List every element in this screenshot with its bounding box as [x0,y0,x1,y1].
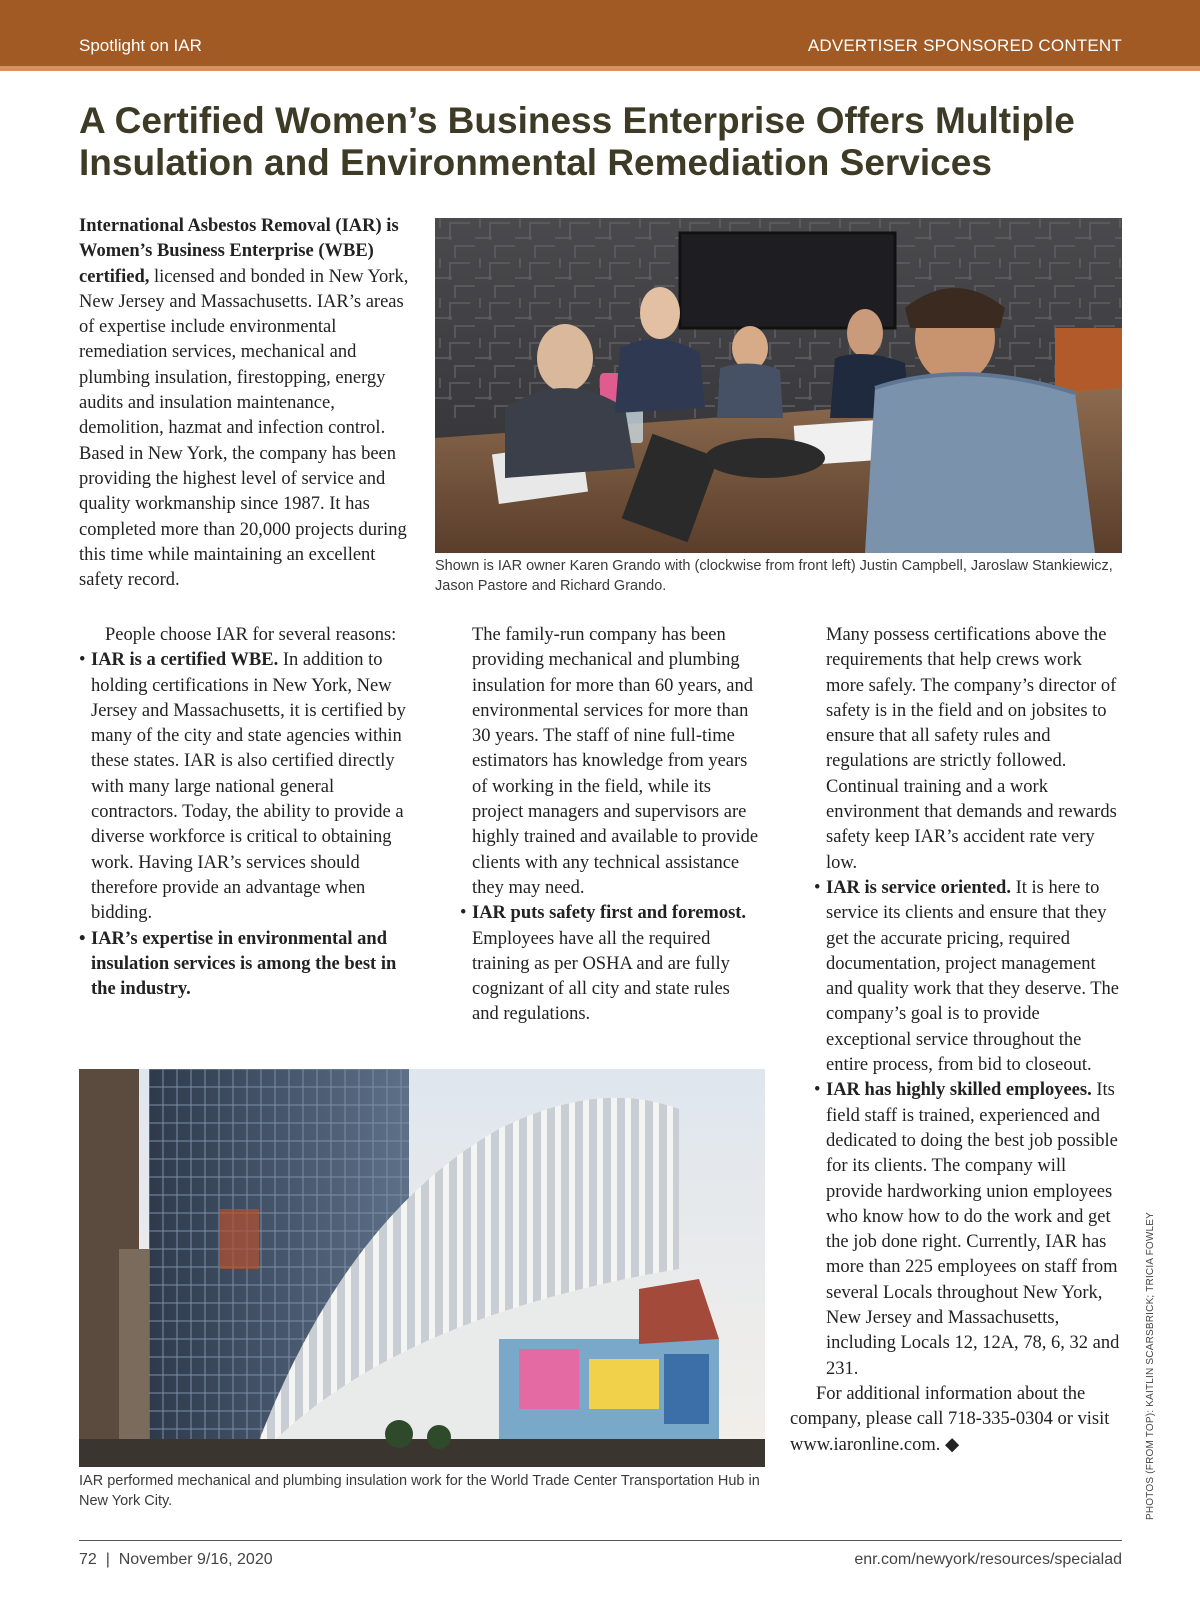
bullet-safety-text: Employees have all the required training as per OSHA and are fully cognizant of all city and state rules and regulations. [472,928,730,1025]
bullet-expertise-heading: • IAR’s expertise in environmental and insulation services is among the best in the industry. [79,927,409,1003]
wtc-photo-caption: IAR performed mechanical and plumbing insulation work for the World Trade Center Transportation Hub in New York City. [79,1473,760,1509]
bullet-skilled [814,1078,1120,1382]
bullet-service [814,876,1120,1078]
bullet-safety-continued: Many possess certifications above the requirements that help crews work more safely. The company’s director of safety is in the field and on jobsites to ensure that all safety rules and regulations are strictly followed. Continual training and a work environment that demands and rewards safety keep IAR’s accident rate very low. [826,625,1117,873]
column-2 [460,623,760,1028]
bullet-safety-heading: IAR puts safety first and foremost. [472,903,747,924]
intro-lead: International Asbestos Removal (IAR) is Women’s Business Enterprise (WBE) certified, [79,216,399,287]
bullet-wbe [79,648,409,926]
column-3 [790,623,1120,1458]
reasons-intro: People choose IAR for several reasons: [105,625,397,645]
sponsored-label: ADVERTISER SPONSORED CONTENT [807,36,1122,55]
footer-url: enr.com/newyork/resources/specialad [854,1551,1122,1568]
intro-paragraph [79,214,409,593]
bullet-safety [460,901,760,1027]
bullet-wbe-heading: IAR is a certified WBE. [91,650,279,671]
bullet-expertise-text: The family-run company has been providing mechanical and plumbing insulation for more than 60 years, and environmental services for more than 30 years. The staff of nine full-time estimators has knowledge from years of working in the field, while its project managers and supervisors are highly trained and available to provide clients with any technical assistance they may need. [472,625,759,898]
footer-divider [79,1540,1122,1541]
section-label: Spotlight on IAR [79,36,202,55]
bullet-service-heading: IAR is service oriented. [826,877,1011,898]
intro-body: licensed and bonded in New York, New Jersey and Massachusetts. IAR’s areas of expertise include environmental remediation services, mechanical and plumbing insulation, firestopping, energy audits and insulation maintenance, demolition, hazmat and infection control. Based in New York, the company has been providing the highest level of service and quality workmanship since 1987. It has completed more than 20,000 projects during this time while maintaining an excellent safety record. [79,266,409,591]
meeting-photo [435,218,1122,553]
header-accent-line [0,66,1200,71]
closing-paragraph: For additional information about the company, please call 718-335-0304 or visit www.iaronline.com. ◆ [790,1383,1110,1455]
bullet-service-text: It is here to service its clients and ensure that they get the accurate pricing, required documentation, project management and quality work that they deserve. The company’s goal is to provide exceptional service throughout the entire process, from bid to closeout. [826,877,1120,1076]
meeting-photo-caption: Shown is IAR owner Karen Grando with (clockwise from front left) Justin Campbell, Jaroslaw Stankiewicz, Jason Pastore and Richard Grando. [435,558,1113,594]
photo-credit: PHOTOS (FROM TOP): KAITLIN SCARSBRICK; TRICIA FOWLEY [1145,1211,1156,1520]
bullet-skilled-heading: IAR has highly skilled employees. [826,1080,1092,1101]
header-bar [0,0,1200,66]
bullet-wbe-text: In addition to holding certifications in New York, New Jersey and Massachusetts, it is certified by many of the city and state agencies within these states. IAR is also certified directly with many large national general contractors. Today, the ability to provide a diverse workforce is critical to obtaining work. Having IAR’s services should therefore provide an advantage when bidding. [91,650,406,924]
bullet-skilled-text: Its field staff is trained, experienced and dedicated to doing the best job possible for its clients. The company will provide hardworking union employees who know how to do the work and get the job done right. Currently, IAR has more than 225 employees on staff from several Locals throughout New York, New Jersey and Massachusetts, including Locals 12, 12A, 78, 6, 32 and 231. [826,1080,1120,1379]
page-number-date: 72 | November 9/16, 2020 [79,1551,273,1568]
column-1 [79,623,409,1002]
wtc-hub-photo [79,1069,765,1467]
article-title: A Certified Women’s Business Enterprise Offers Multiple Insulation and Environmental Remediation Services [79,100,1075,183]
